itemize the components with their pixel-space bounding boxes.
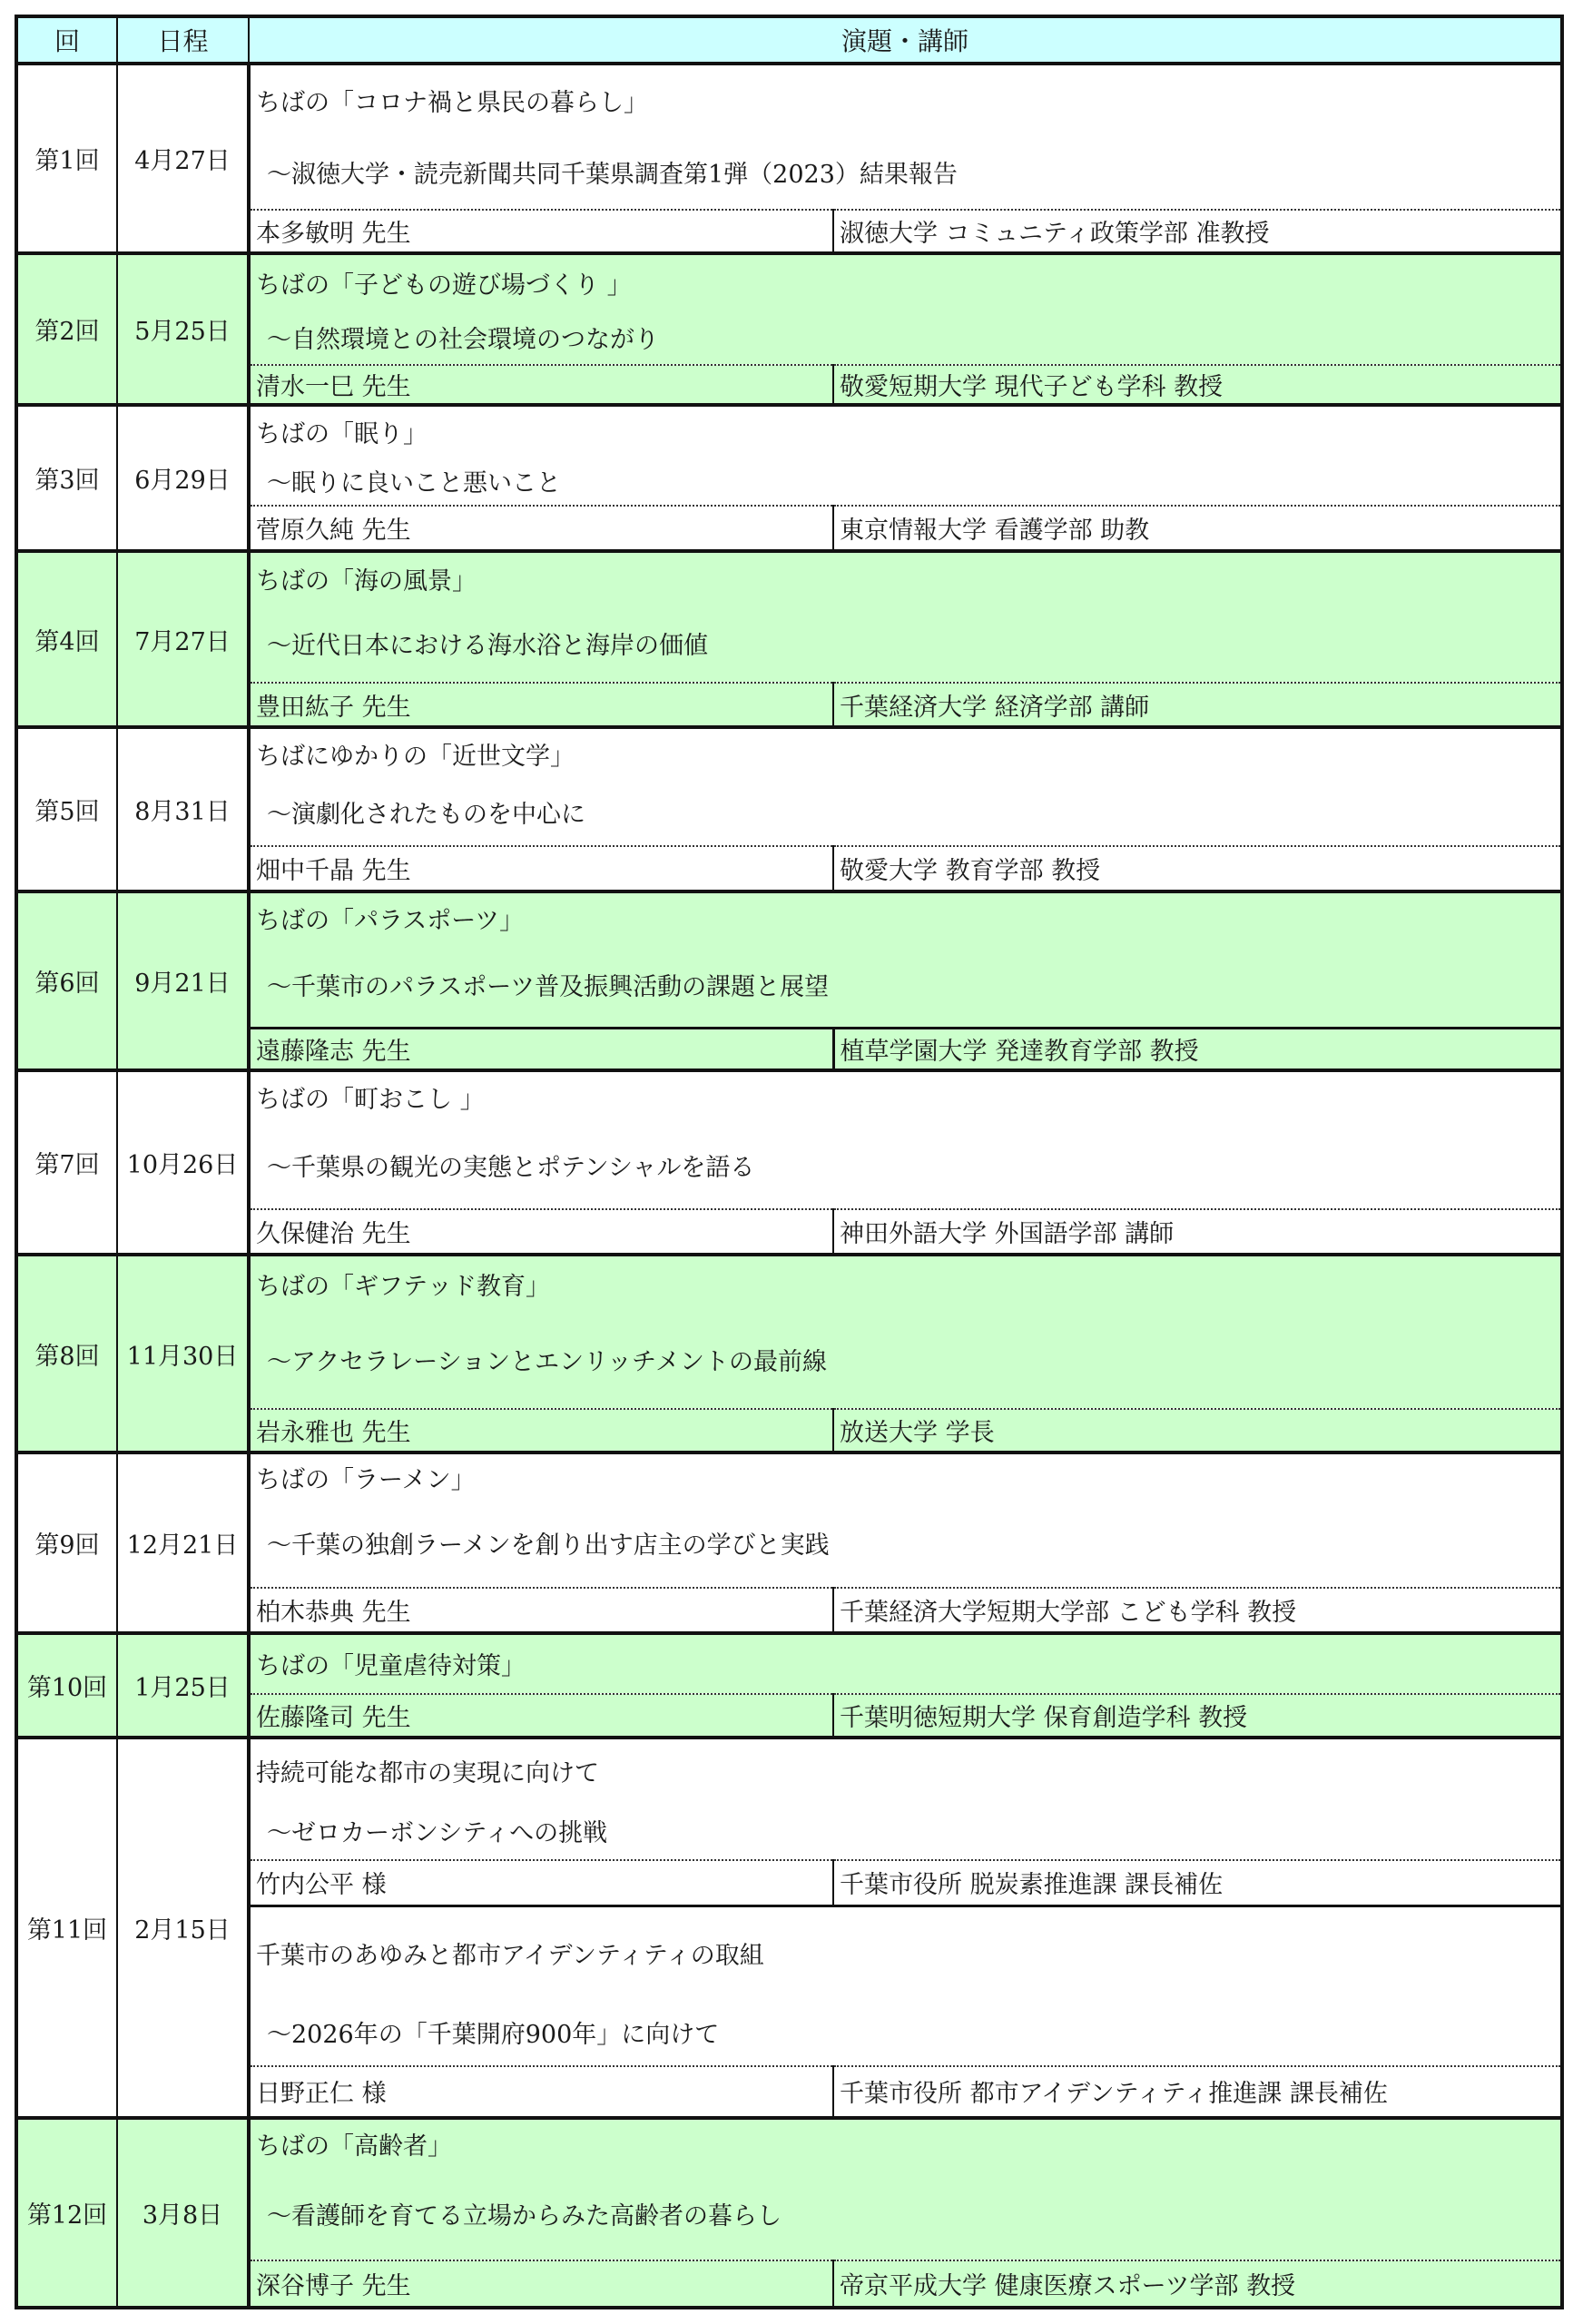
lecturer-name: 日野正仁 様 (249, 2066, 833, 2117)
session-title: ちばの「コロナ禍と県民の暮らし」 (249, 64, 1562, 135)
session-title: ちばの「パラスポーツ」 (249, 891, 1562, 942)
session-title: ちばの「眠り」 (249, 405, 1562, 456)
session-8 (16, 1255, 1562, 1452)
header-date: 日程 (117, 16, 249, 64)
session-number: 第12回 (16, 2118, 117, 2308)
session-title: ちばの「町おこし 」 (249, 1070, 1562, 1121)
lecturer-name: 久保健治 先生 (249, 1209, 833, 1255)
session-11 (16, 1738, 1562, 2118)
session-12 (16, 2118, 1562, 2308)
lecturer-affiliation: 帝京平成大学 健康医療スポーツ学部 教授 (833, 2260, 1562, 2308)
session-5 (16, 727, 1562, 891)
session-2 (16, 253, 1562, 405)
lecturer-name: 本多敏明 先生 (249, 210, 833, 253)
session-date: 3月8日 (117, 2118, 249, 2308)
session-date: 11月30日 (117, 1255, 249, 1452)
lecturer-affiliation: 植草学園大学 発達教育学部 教授 (833, 1029, 1562, 1070)
session-title: ちばの「海の風景」 (249, 551, 1562, 604)
lecturer-name: 深谷博子 先生 (249, 2260, 833, 2308)
session-subtitle: ～近代日本における海水浴と海岸の価値 (249, 605, 1562, 684)
session-1 (16, 64, 1562, 253)
session-number: 第2回 (16, 253, 117, 405)
lecturer-affiliation: 敬愛短期大学 現代子ども学科 教授 (833, 365, 1562, 405)
session-date: 6月29日 (117, 405, 249, 551)
session-subtitle: ～眠りに良いこと悪いこと (249, 457, 1562, 506)
lecturer-name: 清水一巳 先生 (249, 365, 833, 405)
session-number: 第10回 (16, 1633, 117, 1738)
lecture-schedule-table (15, 15, 1564, 2309)
lecturer-affiliation: 東京情報大学 看護学部 助教 (833, 506, 1562, 551)
lecturer-affiliation: 千葉経済大学短期大学部 こども学科 教授 (833, 1588, 1562, 1633)
lecturer-affiliation: 神田外語大学 外国語学部 講師 (833, 1209, 1562, 1255)
lecture-schedule-sheet (15, 15, 1560, 2309)
session-title: 持続可能な都市の実現に向けて (249, 1738, 1562, 1801)
session-number: 第3回 (16, 405, 117, 551)
session-3 (16, 405, 1562, 551)
session-subtitle: ～2026年の「千葉開府900年」に向けて (249, 1999, 1562, 2066)
session-number: 第5回 (16, 727, 117, 891)
session-title: ちばの「児童虐待対策」 (249, 1633, 1562, 1693)
session-subtitle: ～千葉の独創ラーメンを創り出す店主の学びと実践 (249, 1500, 1562, 1588)
lecturer-name: 柏木恭典 先生 (249, 1588, 833, 1633)
header-topic: 演題・講師 (249, 16, 1562, 64)
session-title: ちばの「子どもの遊び場づくり 」 (249, 253, 1562, 310)
lecturer-affiliation: 淑徳大学 コミュニティ政策学部 准教授 (833, 210, 1562, 253)
header-row (16, 16, 1562, 64)
session-subtitle: ～看護師を育てる立場からみた高齢者の暮らし (249, 2169, 1562, 2260)
lecturer-affiliation: 千葉経済大学 経済学部 講師 (833, 683, 1562, 726)
session-title: ちばの「高齢者」 (249, 2118, 1562, 2169)
lecturer-name: 豊田紘子 先生 (249, 683, 833, 726)
lecturer-name: 菅原久純 先生 (249, 506, 833, 551)
lecturer-name: 岩永雅也 先生 (249, 1409, 833, 1452)
session-date: 2月15日 (117, 1738, 249, 2118)
lecturer-affiliation: 千葉市役所 脱炭素推進課 課長補佐 (833, 1860, 1562, 1905)
session-subtitle: ～自然環境との社会環境のつながり (249, 310, 1562, 365)
lecturer-affiliation: 放送大学 学長 (833, 1409, 1562, 1452)
lecturer-affiliation: 千葉市役所 都市アイデンティティ推進課 課長補佐 (833, 2066, 1562, 2117)
session-subtitle: ～アクセラレーションとエンリッチメントの最前線 (249, 1312, 1562, 1409)
session-9 (16, 1452, 1562, 1633)
session-6 (16, 891, 1562, 1070)
lecturer-affiliation: 千葉明徳短期大学 保育創造学科 教授 (833, 1694, 1562, 1738)
session-date: 10月26日 (117, 1070, 249, 1255)
session-title: 千葉市のあゆみと都市アイデンティティの取組 (249, 1905, 1562, 1999)
header-no: 回 (16, 16, 117, 64)
session-title: ちばの「ラーメン」 (249, 1452, 1562, 1500)
session-4 (16, 551, 1562, 726)
session-date: 9月21日 (117, 891, 249, 1070)
session-date: 12月21日 (117, 1452, 249, 1633)
session-date: 1月25日 (117, 1633, 249, 1738)
session-number: 第4回 (16, 551, 117, 726)
session-number: 第8回 (16, 1255, 117, 1452)
lecturer-name: 遠藤隆志 先生 (249, 1029, 833, 1070)
session-subtitle: ～淑徳大学・読売新聞共同千葉県調査第1弾（2023）結果報告 (249, 135, 1562, 211)
lecturer-affiliation: 敬愛大学 教育学部 教授 (833, 846, 1562, 891)
session-subtitle: ～ゼロカーボンシティへの挑戦 (249, 1801, 1562, 1859)
session-number: 第1回 (16, 64, 117, 253)
session-number: 第9回 (16, 1452, 117, 1633)
lecturer-name: 畑中千晶 先生 (249, 846, 833, 891)
session-date: 4月27日 (117, 64, 249, 253)
session-title: ちばにゆかりの「近世文学」 (249, 727, 1562, 780)
session-subtitle: ～演劇化されたものを中心に (249, 780, 1562, 845)
session-number: 第11回 (16, 1738, 117, 2118)
session-number: 第6回 (16, 891, 117, 1070)
session-date: 7月27日 (117, 551, 249, 726)
session-subtitle: ～千葉市のパラスポーツ普及振興活動の課題と展望 (249, 942, 1562, 1029)
lecturer-name: 竹内公平 様 (249, 1860, 833, 1905)
session-subtitle: ～千葉県の観光の実態とポテンシャルを語る (249, 1122, 1562, 1210)
session-number: 第7回 (16, 1070, 117, 1255)
lecturer-name: 佐藤隆司 先生 (249, 1694, 833, 1738)
session-title: ちばの「ギフテッド教育」 (249, 1255, 1562, 1311)
session-date: 5月25日 (117, 253, 249, 405)
session-date: 8月31日 (117, 727, 249, 891)
session-10 (16, 1633, 1562, 1738)
session-7 (16, 1070, 1562, 1255)
